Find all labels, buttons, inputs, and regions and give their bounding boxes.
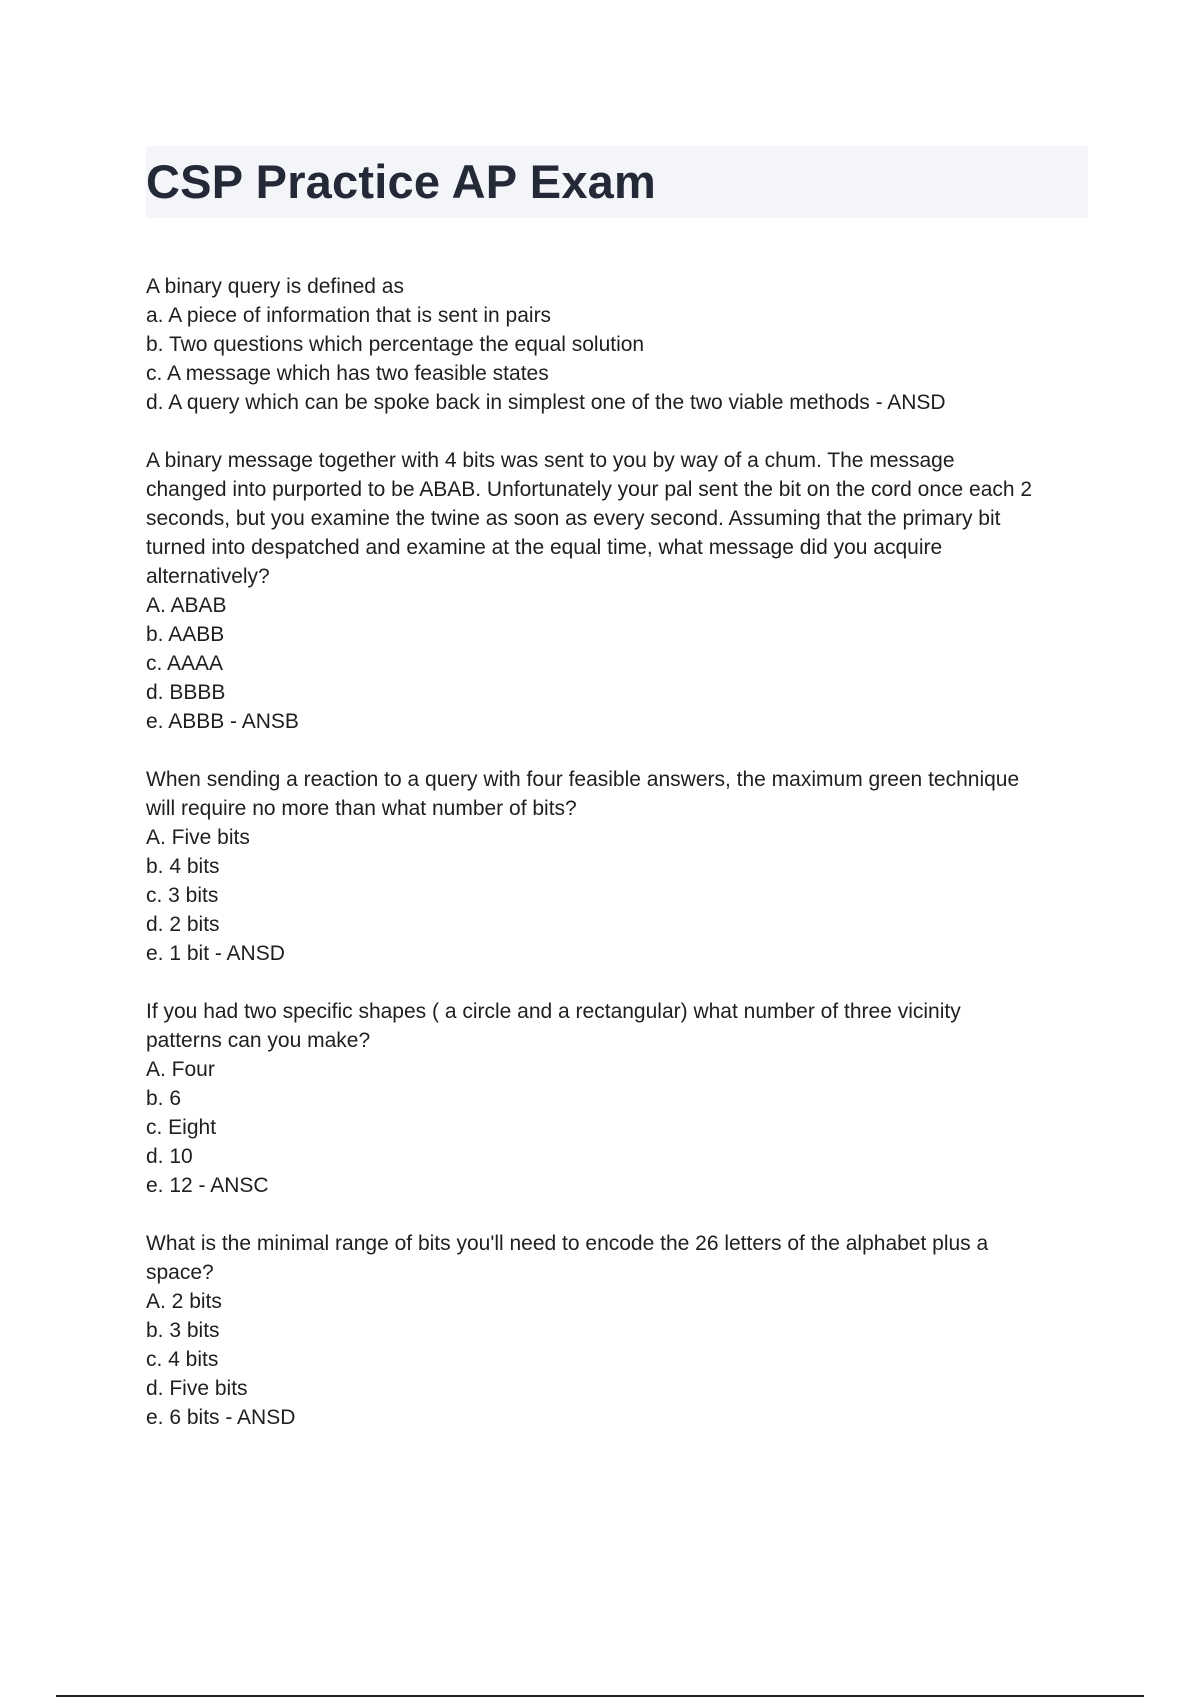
answer-option: A. Five bits [146,826,250,849]
prompt-line: What is the minimal range of bits you'll need to encode the 26 letters of the alphabet plus a [146,1232,989,1255]
question-prompt [146,272,1088,301]
answer-option: d. Five bits [146,1377,248,1400]
answer-options [146,301,1088,417]
question-prompt [146,446,1088,591]
prompt-line: alternatively? [146,565,270,588]
answer-options [146,823,1088,968]
answer-option: e. 6 bits - ANSD [146,1406,296,1429]
answer-option: e. 1 bit - ANSD [146,942,285,965]
answer-options [146,1055,1088,1200]
question-prompt [146,765,1088,823]
question-block [146,272,1088,417]
prompt-line: A binary message together with 4 bits was sent to you by way of a chum. The message [146,449,955,472]
prompt-line: A binary query is defined as [146,275,404,298]
answer-option: A. Four [146,1058,215,1081]
answer-option: b. Two questions which percentage the equal solution [146,333,645,356]
answer-option: c. AAAA [146,652,224,675]
answer-option: d. 10 [146,1145,193,1168]
answer-option: b. 3 bits [146,1319,220,1342]
answer-option: e. ABBB - ANSB [146,710,299,733]
answer-options [146,1287,1088,1432]
page-title: CSP Practice AP Exam [146,155,656,208]
answer-option: d. BBBB [146,681,226,704]
answer-option: c. 3 bits [146,884,219,907]
question-block [146,446,1088,736]
question-block [146,1229,1088,1432]
answer-option: A. ABAB [146,594,227,617]
prompt-line: space? [146,1261,214,1284]
prompt-line: seconds, but you examine the twine as soon as every second. Assuming that the primary bit [146,507,1001,530]
prompt-line: patterns can you make? [146,1029,371,1052]
answer-option: b. AABB [146,623,225,646]
answer-option: d. 2 bits [146,913,220,936]
prompt-line: will require no more than what number of bits? [146,797,577,820]
question-prompt [146,997,1088,1055]
answer-options [146,591,1088,736]
answer-option: a. A piece of information that is sent in pairs [146,304,552,327]
prompt-line: changed into purported to be ABAB. Unfortunately your pal sent the bit on the cord once each 2 [146,478,1033,501]
questions-list [146,272,1088,1461]
prompt-line: When sending a reaction to a query with four feasible answers, the maximum green technique [146,768,1020,791]
prompt-line: turned into despatched and examine at the equal time, what message did you acquire [146,536,943,559]
title-banner [146,146,1088,218]
answer-option: e. 12 - ANSC [146,1174,269,1197]
answer-option: b. 6 [146,1087,182,1110]
answer-option: c. A message which has two feasible states [146,362,549,385]
page-bottom-divider [56,1695,1144,1697]
answer-option: A. 2 bits [146,1290,222,1313]
answer-option: c. Eight [146,1116,217,1139]
question-block [146,765,1088,968]
answer-option: d. A query which can be spoke back in simplest one of the two viable methods - ANSD [146,391,946,414]
answer-option: b. 4 bits [146,855,220,878]
question-prompt [146,1229,1088,1287]
prompt-line: If you had two specific shapes ( a circle and a rectangular) what number of three vicinity [146,1000,961,1023]
question-block [146,997,1088,1200]
answer-option: c. 4 bits [146,1348,219,1371]
